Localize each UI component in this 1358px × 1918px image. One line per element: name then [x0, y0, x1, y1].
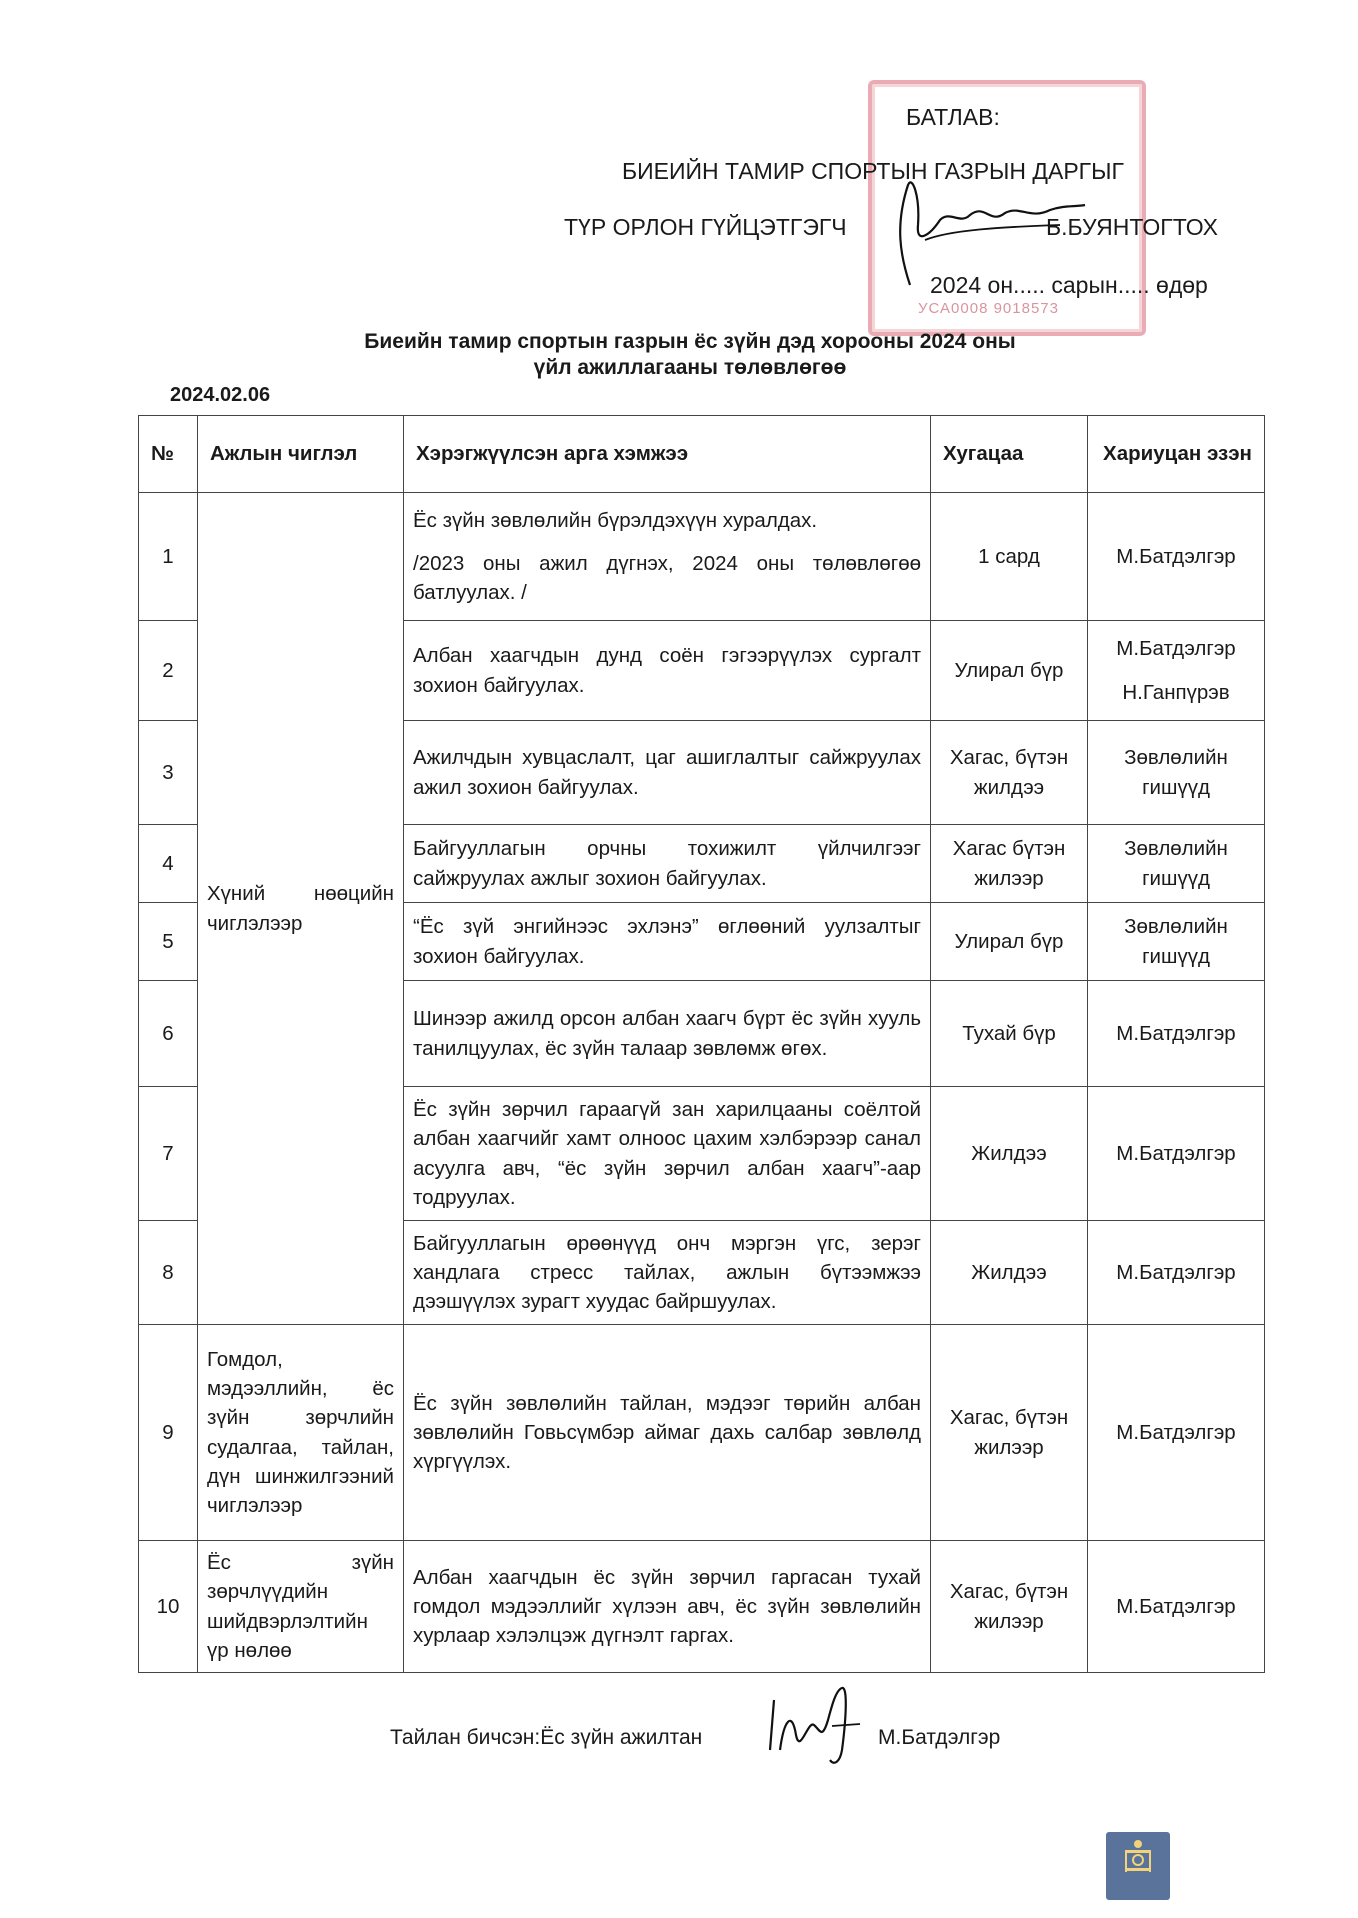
row-action: Албан хаагчдын ёс зүйн зөрчил гаргасан тухай гомдол мэдээллийг хүлээн авч, ёс зүйн зөвлөлийн хурлаар хэлэлцэж дүгнэлт гаргах. — [404, 1541, 931, 1673]
document-title-line1: Биеийн тамир спортын газрын ёс зүйн дэд хорооны 2024 оны — [364, 330, 1016, 353]
row-responsible: М.Батдэлгэр — [1088, 493, 1265, 621]
row-responsible: Зөвлөлийн гишүүд — [1088, 903, 1265, 981]
row-action-line2: /2023 оны ажил дүгнэх, 2024 оны төлөвлөгөө батлуулах. / — [413, 551, 921, 605]
row-number: 10 — [139, 1541, 198, 1673]
table-row — [139, 493, 1265, 621]
row-action: Ажилчдын хувцаслалт, цаг ашиглалтыг сайжруулах ажил зохион байгуулах. — [404, 721, 931, 825]
row-action: Ёс зүйн зөвлөлийн тайлан, мэдээг төрийн албан зөвлөлийн Говьсүмбэр аймаг дахь салбар зөвлөлд хүргүүлэх. — [404, 1325, 931, 1541]
row-responsible-line1: М.Батдэлгэр — [1116, 637, 1236, 661]
row-action: “Ёс зүй энгийнээс эхлэнэ” өглөөний уулзалтыг зохион байгуулах. — [404, 903, 931, 981]
row-action: Ёс зүйн зөрчил гараагүй зан харилцааны соёлтой албан хаагчийг хамт олноос цахим хэлбэрээр санал асуулга авч, “ёс зүйн зөрчил албан хаагч”-аар тодруулах. — [404, 1087, 931, 1221]
row-period: Улирал бүр — [931, 621, 1088, 721]
row-period: 1 сард — [931, 493, 1088, 621]
approval-line2-name: Б.БУЯНТОГТОХ — [1046, 214, 1218, 240]
direction-complaints: Гомдол, мэдээллийн, ёс зүйн зөрчлийн судалгаа, тайлан, дүн шинжилгээний чиглэлээр — [198, 1325, 404, 1541]
row-number: 7 — [139, 1087, 198, 1221]
header-action: Хэрэгжүүлсэн арга хэмжээ — [404, 416, 931, 493]
plan-table — [138, 415, 1265, 1673]
row-responsible-line2: Н.Ганпүрэв — [1122, 680, 1230, 704]
row-period: Хагас, бүтэн жилдээ — [931, 721, 1088, 825]
document-title-line2: үйл ажиллагааны төлөвлөгөө — [533, 356, 847, 379]
table-header-row — [139, 416, 1265, 493]
footer-signature — [762, 1680, 872, 1770]
row-action: Байгууллагын орчны тохижилт үйлчилгээг сайжруулах ажлыг зохион байгуулах. — [404, 825, 931, 903]
row-action: Байгууллагын өрөөнүүд онч мэргэн үгс, зерэг хандлага стресс тайлах, ажлын бүтээмжээ дээшүүлэх зурагт хуудас байршуулах. — [404, 1221, 931, 1325]
row-period: Хагас, бүтэн жилээр — [931, 1541, 1088, 1673]
row-action-line1: Ёс зүйн зөвлөлийн бүрэлдэхүүн хуралдах. — [413, 508, 818, 532]
header-responsible: Хариуцан эзэн — [1088, 416, 1265, 493]
approval-line1: БИЕИЙН ТАМИР СПОРТЫН ГАЗРЫН ДАРГЫГ — [622, 158, 1124, 184]
row-number: 1 — [139, 493, 198, 621]
row-action — [404, 493, 931, 621]
approval-date-line: 2024 он..... сарын..... өдөр — [930, 272, 1208, 298]
row-responsible: М.Батдэлгэр — [1088, 1541, 1265, 1673]
row-responsible — [1088, 621, 1265, 721]
approval-label: БАТЛАВ: — [906, 104, 1000, 130]
direction-violations: Ёс зүйн зөрчлүүдийн шийдвэрлэлтийн үр нөлөө — [198, 1541, 404, 1673]
document-date: 2024.02.06 — [170, 384, 271, 406]
row-responsible: М.Батдэлгэр — [1088, 1325, 1265, 1541]
header-period: Хугацаа — [931, 416, 1088, 493]
row-responsible: М.Батдэлгэр — [1088, 981, 1265, 1087]
row-responsible: Зөвлөлийн гишүүд — [1088, 825, 1265, 903]
row-number: 3 — [139, 721, 198, 825]
table-row — [139, 1325, 1265, 1541]
row-action: Шинээр ажилд орсон албан хаагч бүрт ёс зүйн хууль танилцуулах, ёс зүйн талаар зөвлөмж өгөх. — [404, 981, 931, 1087]
row-number: 8 — [139, 1221, 198, 1325]
soyombo-icon — [1124, 1838, 1152, 1878]
row-action: Албан хаагчдын дунд соён гэгээрүүлэх сургалт зохион байгуулах. — [404, 621, 931, 721]
row-number: 5 — [139, 903, 198, 981]
row-period: Хагас, бүтэн жилээр — [931, 1325, 1088, 1541]
row-period: Тухай бүр — [931, 981, 1088, 1087]
row-responsible: М.Батдэлгэр — [1088, 1087, 1265, 1221]
row-number: 6 — [139, 981, 198, 1087]
row-responsible: Зөвлөлийн гишүүд — [1088, 721, 1265, 825]
row-period: Улирал бүр — [931, 903, 1088, 981]
approval-line2-title: ТҮР ОРЛОН ГҮЙЦЭТГЭГЧ — [564, 214, 847, 240]
footer-label: Тайлан бичсэн:Ёс зүйн ажилтан — [390, 1726, 703, 1749]
row-responsible: М.Батдэлгэр — [1088, 1221, 1265, 1325]
row-number: 9 — [139, 1325, 198, 1541]
header-direction: Ажлын чиглэл — [198, 416, 404, 493]
header-no: № — [139, 416, 198, 493]
approval-signature — [890, 165, 1090, 295]
direction-hr: Хүний нөөцийн чиглэлээр — [198, 493, 404, 1325]
footer-name: М.Батдэлгэр — [878, 1726, 1001, 1749]
row-number: 2 — [139, 621, 198, 721]
table-row — [139, 1541, 1265, 1673]
row-period: Хагас бүтэн жилээр — [931, 825, 1088, 903]
row-number: 4 — [139, 825, 198, 903]
row-period: Жилдээ — [931, 1087, 1088, 1221]
row-period: Жилдээ — [931, 1221, 1088, 1325]
stamp-code: УСА0008 9018573 — [918, 300, 1059, 317]
